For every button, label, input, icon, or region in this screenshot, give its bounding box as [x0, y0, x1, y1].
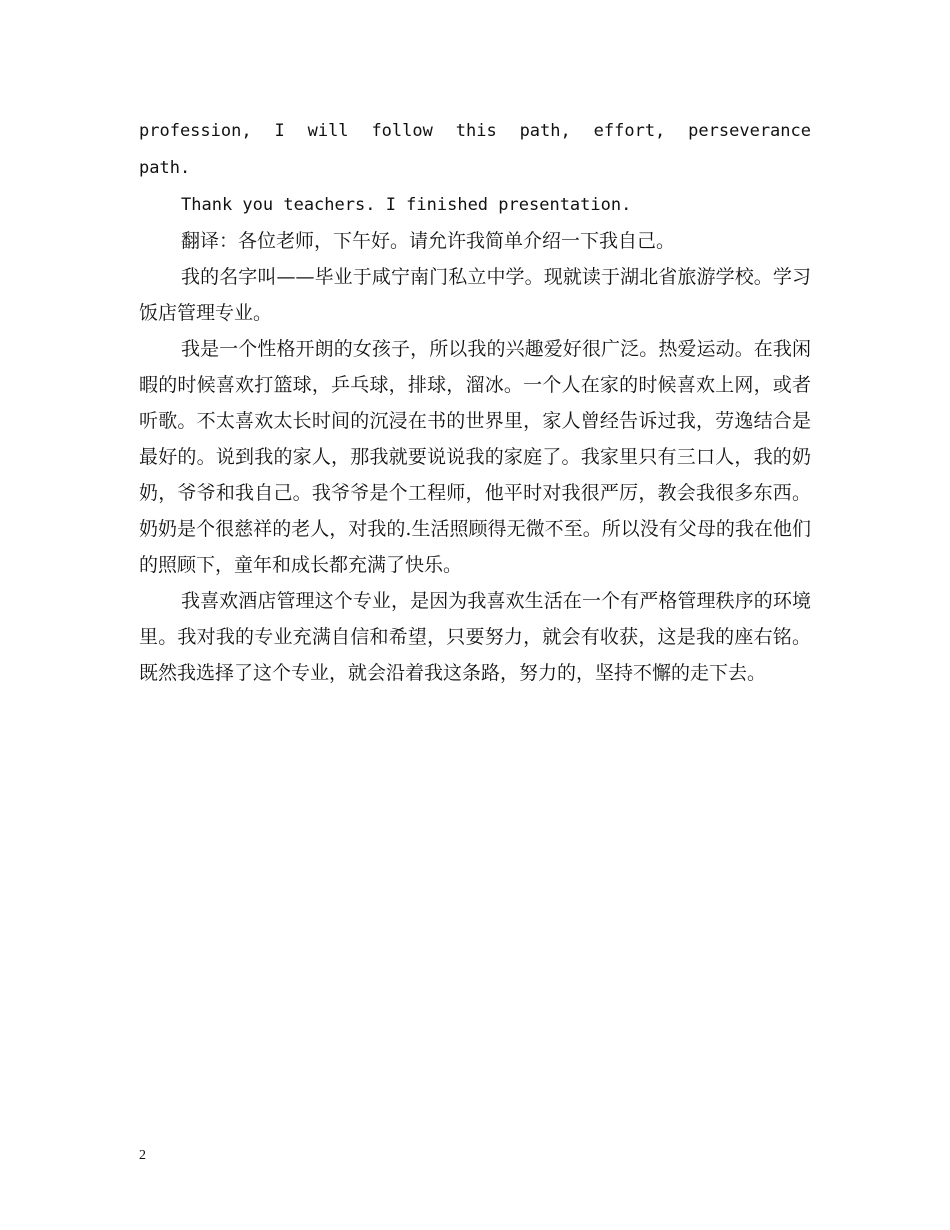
paragraph-closing — [139, 186, 811, 223]
paragraph-translation-greeting: 翻译：各位老师，下午好。请允许我简单介绍一下我自己。 — [181, 230, 676, 252]
paragraph-name-school: 我的名字叫——毕业于咸宁南门私立中学。现就读于湖北省旅游学校。学习饭店管理专业。 — [139, 266, 811, 324]
continuation-line-2: path. — [139, 158, 191, 178]
closing-text: Thank you teachers. I finished presentation. — [181, 195, 632, 215]
continuation-line-1: profession, I will follow this path, effort, perseverance — [139, 121, 811, 141]
paragraph-major-motto: 我喜欢酒店管理这个专业，是因为我喜欢生活在一个有严格管理秩序的环境里。我对我的专业充满自信和希望，只要努力，就会有收获，这是我的座右铭。既然我选择了这个专业，就会沿着我这条路，努力的，坚持不懈的走下去。 — [139, 590, 811, 684]
paragraph-personality-family: 我是一个性格开朗的女孩子，所以我的兴趣爱好很广泛。热爱运动。在我闲暇的时候喜欢打篮球，乒乓球，排球，溜冰。一个人在家的时候喜欢上网，或者听歌。不太喜欢太长时间的沉浸在书的世界里，家人曾经告诉过我，劳逸结合是最好的。说到我的家人，那我就要说说我的家庭了。我家里只有三口人，我的奶奶，爷爷和我自己。我爷爷是个工程师，他平时对我很严厉，教会我很多东西。奶奶是个很慈祥的老人，对我的.生活照顾得无微不至。所以没有父母的我在他们的照顾下，童年和成长都充满了快乐。 — [139, 338, 811, 576]
paragraph-continuation — [139, 113, 811, 186]
document-body — [139, 113, 811, 691]
page-number: 2 — [139, 1148, 146, 1163]
